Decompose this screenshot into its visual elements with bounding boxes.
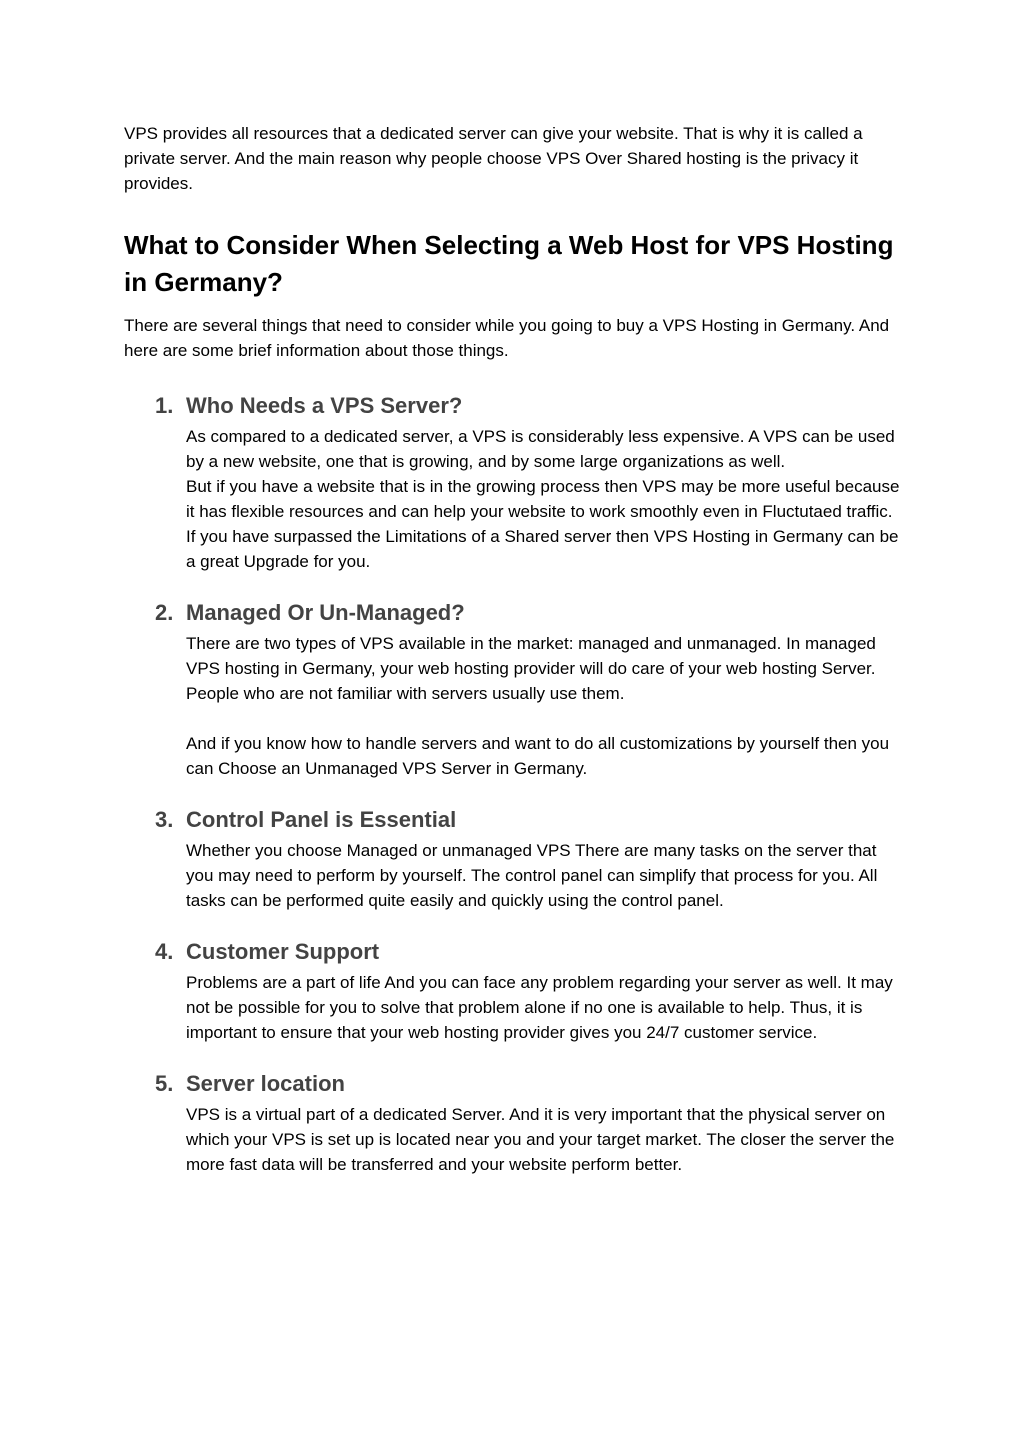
item-title: Managed Or Un-Managed? xyxy=(186,600,465,625)
item-title: Server location xyxy=(186,1071,345,1096)
list-item-customer-support xyxy=(124,936,900,1045)
considerations-list xyxy=(124,390,900,1177)
item-paragraph: Whether you choose Managed or unmanaged VPS There are many tasks on the server that you may need to perform by yourself. The control panel can simplify that process for you. All tasks can be performed quite easily and quickly using the control panel. xyxy=(186,841,878,910)
item-paragraph: But if you have a website that is in the growing process then VPS may be more useful because it has flexible resources and can help your website to work smoothly even in Fluctutaed traffic. If you have surpassed the Limitations of a Shared server then VPS Hosting in Germany can be a great Upgrade for you. xyxy=(186,477,900,571)
item-paragraph: And if you know how to handle servers and want to do all customizations by yourself then you can Choose an Unmanaged VPS Server in Germany. xyxy=(186,734,890,778)
list-item-who-needs-vps xyxy=(124,390,900,574)
paragraph-spacer xyxy=(186,706,900,731)
item-number: 4. xyxy=(155,939,174,964)
item-paragraph: There are two types of VPS available in the market: managed and unmanaged. In managed VPS hosting in Germany, your web hosting provider will do care of your web hosting Server. People who are not familiar with servers usually use them. xyxy=(186,634,876,703)
section-heading: What to Consider When Selecting a Web Host for VPS Hosting in Germany? xyxy=(124,230,894,297)
document-page xyxy=(124,121,900,1200)
list-item-managed-or-unmanaged xyxy=(124,597,900,781)
item-paragraph: As compared to a dedicated server, a VPS is considerably less expensive. A VPS can be used by a new website, one that is growing, and by some large organizations as well. xyxy=(186,427,895,471)
item-title: Control Panel is Essential xyxy=(186,807,457,832)
item-paragraph: Problems are a part of life And you can face any problem regarding your server as well. It may not be possible for you to solve that problem alone if no one is available to help. Thus, it is important to ensure that your web hosting provider gives you 24/7 customer service. xyxy=(186,973,893,1042)
item-title: Who Needs a VPS Server? xyxy=(186,393,463,418)
item-paragraph: VPS is a virtual part of a dedicated Server. And it is very important that the physical server on which your VPS is set up is located near you and your target market. The closer the server the more fast data will be transferred and your website perform better. xyxy=(186,1105,895,1174)
item-number: 2. xyxy=(155,600,174,625)
section-intro-paragraph: There are several things that need to consider while you going to buy a VPS Hosting in Germany. And here are some brief information about those things. xyxy=(124,316,890,360)
intro-paragraph: VPS provides all resources that a dedicated server can give your website. That is why it is called a private server. And the main reason why people choose VPS Over Shared hosting is the privacy it provides. xyxy=(124,124,863,193)
list-item-control-panel xyxy=(124,804,900,913)
item-number: 1. xyxy=(155,393,174,418)
list-item-server-location xyxy=(124,1068,900,1177)
item-number: 3. xyxy=(155,807,174,832)
item-title: Customer Support xyxy=(186,939,380,964)
item-number: 5. xyxy=(155,1071,174,1096)
